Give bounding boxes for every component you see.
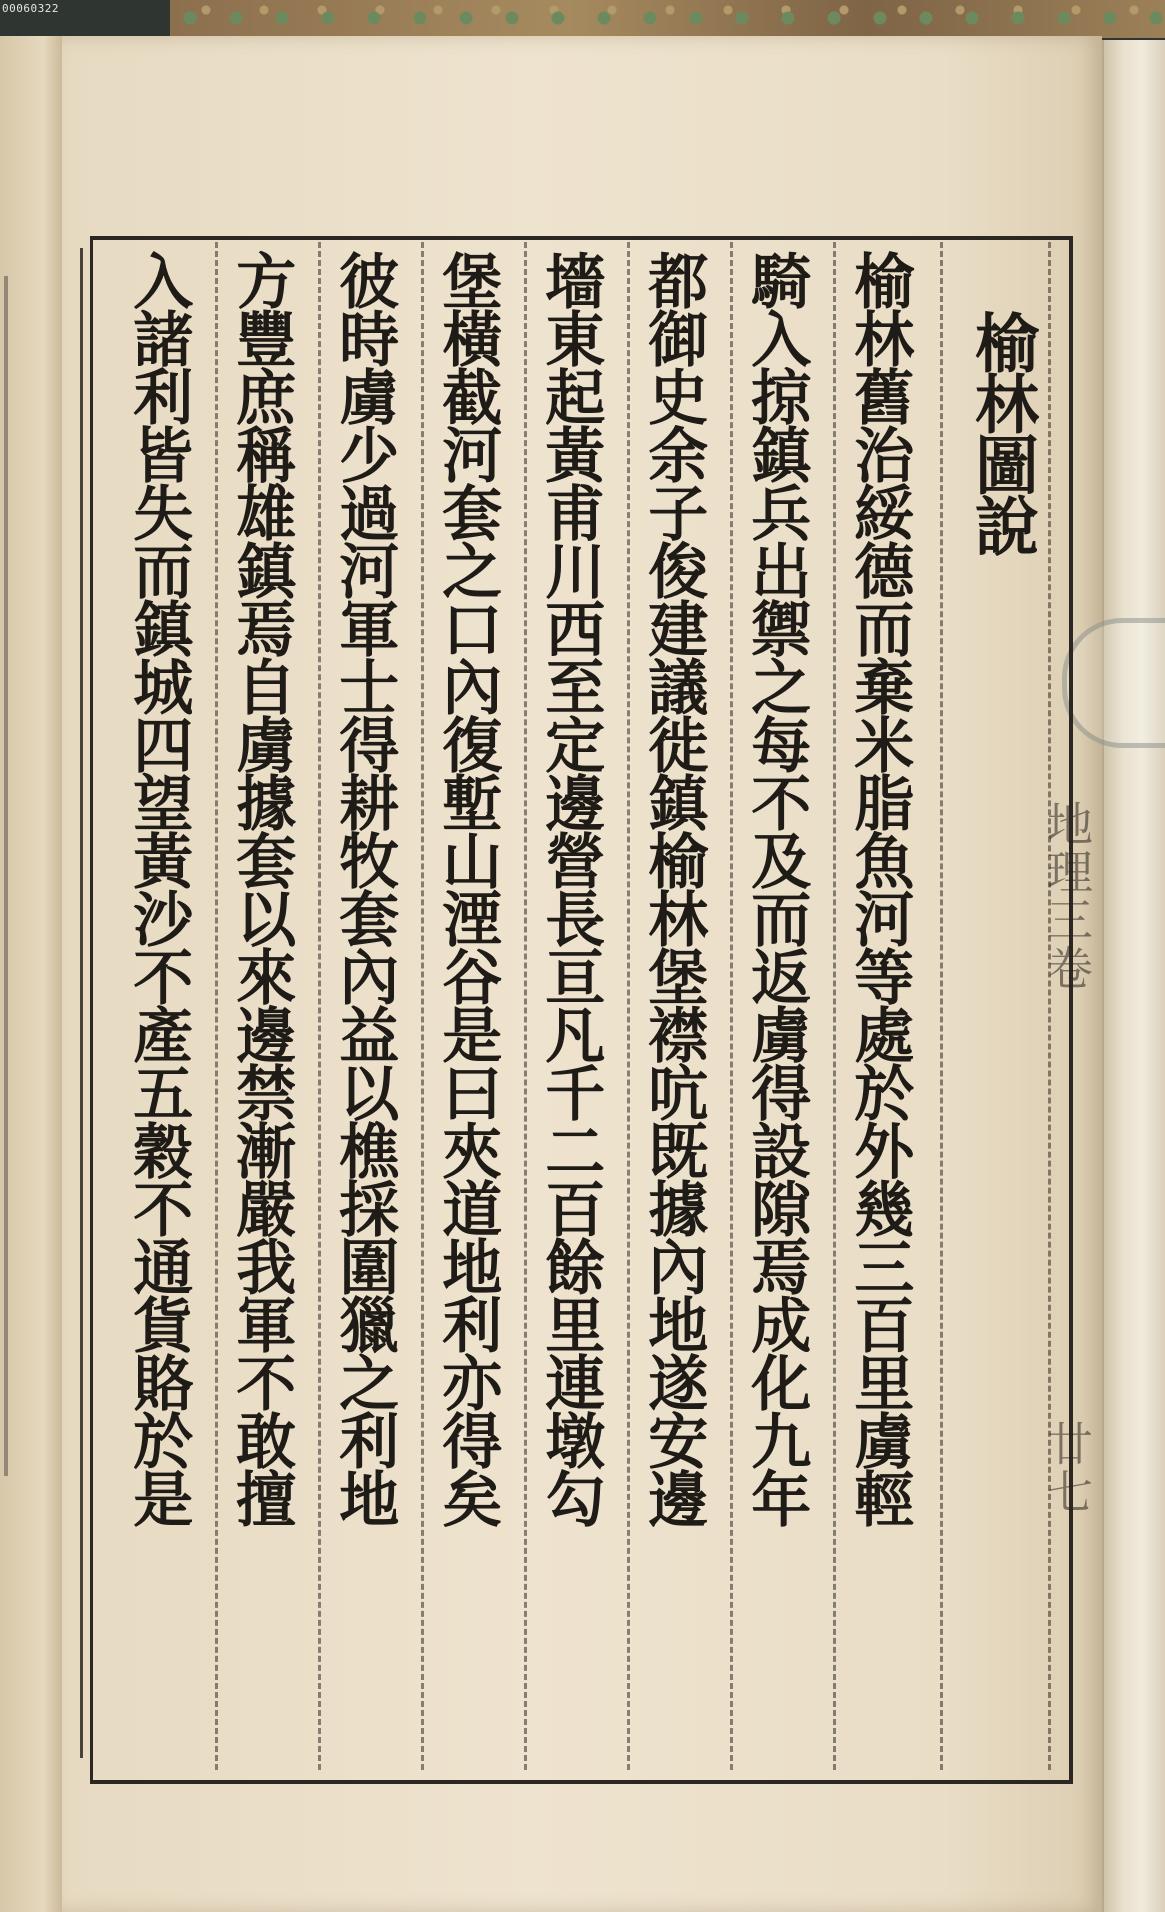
- column-rule: [833, 242, 836, 1770]
- column-rule: [940, 242, 943, 1770]
- previous-page-edge: [0, 36, 64, 1912]
- page-margin-column: [1040, 250, 1100, 1780]
- text-column-4: 墻東起黃甫川西至定邊營長亘凡千二百餘里連墩勾: [535, 250, 606, 1526]
- book-cover-brocade: [170, 0, 1165, 38]
- text-column-6: 彼時虜少過河軍士得耕牧套內益以樵採圍獵之利地: [329, 250, 400, 1526]
- text-column-5: 堡橫截河套之口內復塹山湮谷是曰夾道地利亦得矣: [432, 250, 503, 1526]
- page-stack-edge: [1102, 40, 1165, 1912]
- text-column-8: 入諸利皆失而鎮城四望黃沙不產五穀不通貨賂於是: [123, 250, 194, 1526]
- column-rule: [730, 242, 733, 1770]
- text-column-3: 都御史余子俊建議徙鎮榆林堡襟吭既據內地遂安邊: [638, 250, 709, 1526]
- column-rule: [524, 242, 527, 1770]
- volume-label: 地理三卷: [1040, 800, 1094, 992]
- text-column-2: 騎入掠鎮兵出禦之每不及而返虜得設隙焉成化九年: [741, 250, 812, 1526]
- column-rule: [627, 242, 630, 1770]
- frame-left-rule: [80, 248, 83, 1758]
- text-column-1: 榆林舊治綏德而棄米脂魚河等處於外幾三百里虜輕: [844, 250, 915, 1526]
- column-rule: [1048, 242, 1051, 1770]
- scan-id-label: 00060322: [2, 2, 59, 15]
- page-title: 榆林圖說: [964, 310, 1039, 554]
- text-column-7: 方豐庶稱雄鎮焉自虜據套以來邊禁漸嚴我軍不敢擅: [226, 250, 297, 1526]
- column-rule: [215, 242, 218, 1770]
- page-number: 廿七: [1040, 1420, 1094, 1516]
- column-rule: [318, 242, 321, 1770]
- column-rule: [421, 242, 424, 1770]
